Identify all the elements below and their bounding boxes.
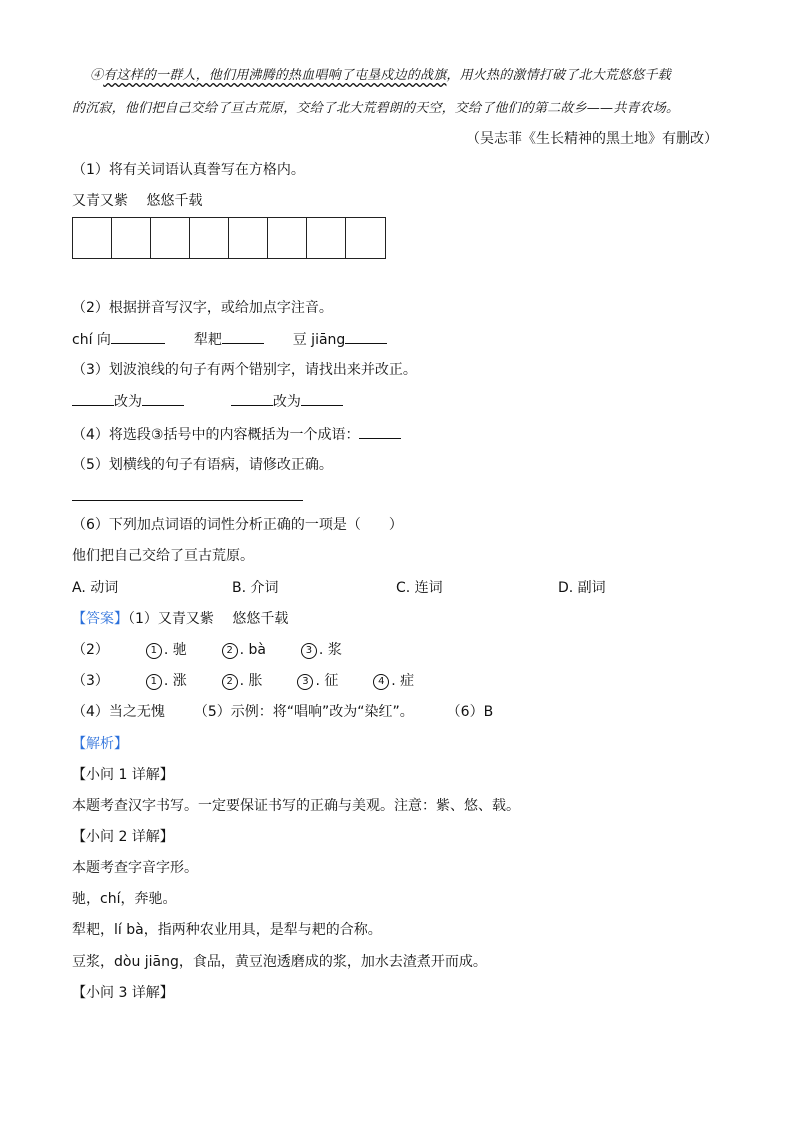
paragraph-number: ④ (90, 68, 104, 83)
question-2-items (72, 329, 387, 350)
answer-item: . 涨 (163, 673, 187, 689)
grid-cell[interactable] (151, 218, 190, 258)
analysis-section-2-line-1: 驰，chí，奔驰。 (72, 891, 177, 907)
question-6-option-a[interactable]: A. 动词 (72, 580, 119, 596)
grid-cell[interactable] (190, 218, 229, 258)
question-6-prompt: （6）下列加点词语的词性分析正确的一项是（ ） (72, 517, 403, 533)
analysis-section-2-text: 本题考查字音字形。 (72, 860, 198, 876)
grid-cell[interactable] (112, 218, 151, 258)
answer-tag: 【答案】 (72, 611, 128, 627)
answer-blank[interactable] (142, 391, 184, 406)
analysis-section-2-line-2: 犁耙，lí bà，指两种农业用具，是犁与耙的合称。 (72, 922, 382, 938)
question-3-prompt: （3）划波浪线的句子有两个错别字，请找出来并改正。 (72, 362, 417, 378)
answer-2-label: （2） (72, 642, 109, 658)
answer-5: （5）示例：将“唱响”改为“染红”。 (193, 704, 414, 720)
answer-blank[interactable] (231, 391, 273, 406)
analysis-section-1-title: 【小问 1 详解】 (72, 767, 174, 783)
grid-cell[interactable] (346, 218, 385, 258)
change-label: 改为 (272, 394, 301, 410)
circled-number: 1 (146, 674, 162, 690)
pinyin-item: chí 向 (72, 332, 111, 348)
circled-number: 3 (297, 674, 313, 690)
question-6-option-c[interactable]: C. 连词 (396, 580, 443, 596)
answer-1: （1）又青又紫 悠悠千载 (128, 611, 289, 627)
answer-item: . 驰 (163, 642, 187, 658)
question-6-option-d[interactable]: D. 副词 (558, 580, 606, 596)
analysis-section-2-title: 【小问 2 详解】 (72, 829, 174, 845)
answer-line-4 (72, 702, 493, 722)
question-3-blanks (72, 391, 343, 412)
passage-paragraph-4 (90, 66, 671, 86)
answer-6: （6）B (446, 704, 494, 720)
question-2-prompt: （2）根据拼音写汉字，或给加点字注音。 (72, 300, 333, 316)
answer-item: . bà (239, 642, 267, 658)
circled-number: 2 (222, 674, 238, 690)
circled-number: 2 (222, 643, 238, 659)
analysis-section-1-text: 本题考查汉字书写。一定要保证书写的正确与美观。注意：紫、悠、载。 (72, 798, 520, 814)
passage-text: ，用火热的激情打破了北大荒悠悠千载 (446, 68, 671, 83)
question-4-prompt (72, 424, 401, 445)
analysis-tag: 【解析】 (72, 736, 128, 752)
pinyin-item: 豆 jiāng (292, 332, 346, 348)
answer-blank[interactable] (111, 329, 165, 344)
answer-blank[interactable] (359, 424, 401, 439)
answer-4: （4）当之无愧 (72, 704, 165, 720)
question-6-option-b[interactable]: B. 介词 (232, 580, 279, 596)
question-5-prompt: （5）划横线的句子有语病，请修改正确。 (72, 457, 333, 473)
circled-number: 4 (373, 674, 389, 690)
wavy-underlined-sentence: 有这样的一群人，他们用沸腾的热血唱响了屯垦戍边的战旗 (103, 68, 447, 83)
question-6-sentence: 他们把自己交给了亘古荒原。 (72, 548, 254, 564)
passage-source: （吴志菲《生长精神的黑土地》有删改） (466, 131, 718, 147)
answer-3-label: （3） (72, 673, 109, 689)
change-label: 改为 (114, 394, 142, 410)
answer-blank[interactable] (301, 391, 343, 406)
analysis-section-3-title: 【小问 3 详解】 (72, 985, 174, 1001)
answer-line-1 (72, 609, 288, 629)
question-1-prompt: （1）将有关词语认真誊写在方格内。 (72, 162, 305, 178)
answer-line-2 (72, 640, 342, 660)
question-4-text: （4）将选段③括号中的内容概括为一个成语： (72, 427, 360, 443)
answer-blank[interactable] (72, 391, 114, 406)
grid-cell[interactable] (229, 218, 268, 258)
circled-number: 1 (146, 643, 162, 659)
answer-item: . 症 (391, 673, 415, 689)
question-1-words: 又青又紫 悠悠千载 (72, 193, 203, 209)
answer-item: . 胀 (239, 673, 263, 689)
circled-number: 3 (301, 643, 317, 659)
answer-blank[interactable] (345, 329, 387, 344)
writing-grid (72, 217, 386, 259)
grid-cell[interactable] (307, 218, 346, 258)
answer-item: . 浆 (318, 642, 342, 658)
grid-cell[interactable] (268, 218, 307, 258)
grid-cell[interactable] (73, 218, 112, 258)
pinyin-item: 犁耙 (193, 332, 222, 348)
passage-line-2: 的沉寂，他们把自己交给了亘古荒原，交给了北大荒碧朗的天空，交给了他们的第二故乡——共青农场。 (72, 101, 680, 116)
answer-item: . 征 (315, 673, 339, 689)
analysis-section-2-line-3: 豆浆，dòu jiāng，食品，黄豆泡透磨成的浆，加水去渣煮开而成。 (72, 954, 487, 970)
answer-line[interactable] (72, 500, 303, 501)
answer-blank[interactable] (222, 329, 264, 344)
answer-line-3 (72, 671, 414, 691)
